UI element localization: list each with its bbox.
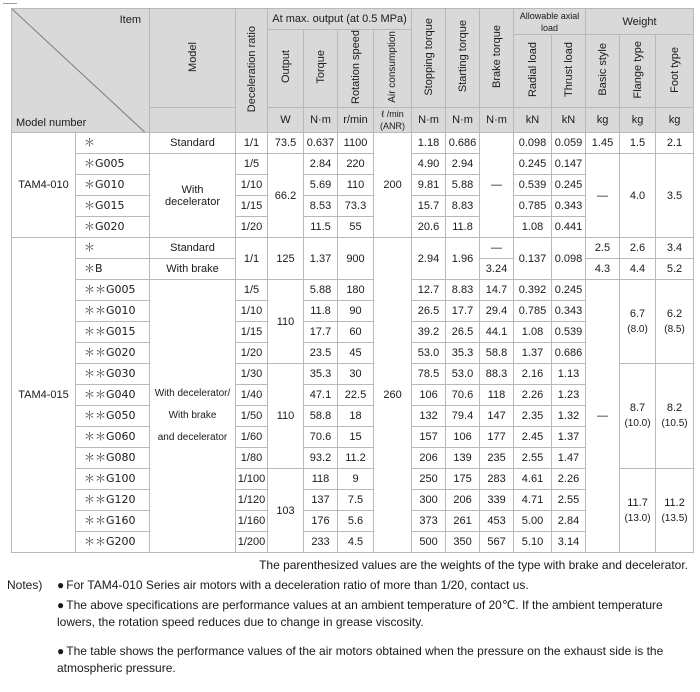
rotation-speed-cell: 11.2 [338, 448, 374, 469]
stopping-torque-cell: 206 [412, 448, 446, 469]
radial-load-cell: 2.35 [514, 406, 552, 427]
stopping-torque-cell: 78.5 [412, 364, 446, 385]
header-weight: Weight [586, 9, 694, 35]
starting-torque-cell: 350 [446, 532, 480, 553]
rotation-speed-cell: 4.5 [338, 532, 374, 553]
starting-torque-cell: 79.4 [446, 406, 480, 427]
starting-torque-cell: 35.3 [446, 343, 480, 364]
header-radial-load: Radial load [514, 35, 552, 108]
output-cell: 66.2 [268, 154, 304, 238]
air-consumption-cell: 260 [374, 238, 412, 553]
rotation-speed-cell: 73.3 [338, 196, 374, 217]
basic-style-cell: — [586, 154, 620, 238]
spec-table [11, 8, 694, 553]
thrust-load-cell: 0.343 [552, 301, 586, 322]
torque-cell: 47.1 [304, 385, 338, 406]
model-number: ＊＊G020 [76, 343, 150, 364]
header-brake-torque: Brake torque [480, 9, 514, 108]
header-thrust-load: Thrust load [552, 35, 586, 108]
deceleration-ratio-cell: 1/40 [236, 385, 268, 406]
stopping-torque-cell: 39.2 [412, 322, 446, 343]
foot-type-cell: 3.5 [656, 154, 694, 238]
unit-rotation-speed: r/min [338, 108, 374, 133]
model-cell: With decelerator [150, 154, 236, 238]
radial-load-cell: 1.08 [514, 322, 552, 343]
torque-cell: 11.5 [304, 217, 338, 238]
basic-style-cell: — [586, 280, 620, 553]
starting-torque-cell: 8.83 [446, 196, 480, 217]
torque-cell: 1.37 [304, 238, 338, 280]
flange-type-cell: 8.7 (10.0) [620, 364, 656, 469]
flange-type-cell: 2.6 [620, 238, 656, 259]
rotation-speed-cell: 5.6 [338, 511, 374, 532]
deceleration-ratio-cell: 1/5 [236, 280, 268, 301]
brake-torque-cell: 29.4 [480, 301, 514, 322]
output-cell: 110 [268, 364, 304, 469]
thrust-load-cell: 2.84 [552, 511, 586, 532]
torque-cell: 137 [304, 490, 338, 511]
thrust-load-cell: 0.245 [552, 175, 586, 196]
thrust-load-cell: 2.26 [552, 469, 586, 490]
model-number: ＊ [76, 238, 150, 259]
foot-type-cell: 2.1 [656, 133, 694, 154]
bullet-icon: ● [57, 578, 65, 592]
model-number: ＊G010 [76, 175, 150, 196]
starting-torque-cell: 11.8 [446, 217, 480, 238]
brake-torque-cell: 235 [480, 448, 514, 469]
model-number: ＊＊G200 [76, 532, 150, 553]
header-rotation-speed: Rotation speed [338, 30, 374, 108]
torque-cell: 70.6 [304, 427, 338, 448]
rotation-speed-cell: 1100 [338, 133, 374, 154]
thrust-load-cell: 1.23 [552, 385, 586, 406]
flange-type-cell: 4.4 [620, 259, 656, 280]
starting-torque-cell: 139 [446, 448, 480, 469]
radial-load-cell: 0.539 [514, 175, 552, 196]
radial-load-cell: 0.137 [514, 238, 552, 280]
rotation-speed-cell: 30 [338, 364, 374, 385]
starting-torque-cell: 70.6 [446, 385, 480, 406]
torque-cell: 11.8 [304, 301, 338, 322]
model-number: ＊＊G060 [76, 427, 150, 448]
note-text: The table shows the performance values of the air motors obtained when the pressure on the exhaust side is the atmospheric pressure. [57, 644, 664, 675]
brake-torque-cell: 283 [480, 469, 514, 490]
stopping-torque-cell: 2.94 [412, 238, 446, 280]
radial-load-cell: 0.098 [514, 133, 552, 154]
torque-cell: 2.84 [304, 154, 338, 175]
header-flange-type: Flange type [620, 35, 656, 108]
thrust-load-cell: 0.059 [552, 133, 586, 154]
radial-load-cell: 2.26 [514, 385, 552, 406]
thrust-load-cell: 1.37 [552, 427, 586, 448]
table-row [12, 133, 694, 154]
note-item [57, 597, 685, 631]
series-tam4-015: TAM4-015 [12, 238, 76, 553]
starting-torque-cell: 53.0 [446, 364, 480, 385]
unit-torque: N·m [304, 108, 338, 133]
stopping-torque-cell: 1.18 [412, 133, 446, 154]
air-consumption-cell: 200 [374, 133, 412, 238]
thrust-load-cell: 2.55 [552, 490, 586, 511]
rotation-speed-cell: 9 [338, 469, 374, 490]
flange-type-cell: 6.7 (8.0) [620, 280, 656, 364]
foot-type-cell: 6.2 (8.5) [656, 280, 694, 364]
radial-load-cell: 1.37 [514, 343, 552, 364]
brake-torque-cell: 339 [480, 490, 514, 511]
basic-style-cell: 4.3 [586, 259, 620, 280]
deceleration-ratio-cell: 1/10 [236, 175, 268, 196]
thrust-load-cell: 1.13 [552, 364, 586, 385]
stopping-torque-cell: 132 [412, 406, 446, 427]
basic-style-cell: 2.5 [586, 238, 620, 259]
rotation-speed-cell: 60 [338, 322, 374, 343]
output-cell: 110 [268, 280, 304, 364]
model-number: ＊＊G160 [76, 511, 150, 532]
stopping-torque-cell: 4.90 [412, 154, 446, 175]
radial-load-cell: 4.71 [514, 490, 552, 511]
deceleration-ratio-cell: 1/15 [236, 322, 268, 343]
radial-load-cell: 0.392 [514, 280, 552, 301]
deceleration-ratio-cell: 1/100 [236, 469, 268, 490]
rotation-speed-cell: 18 [338, 406, 374, 427]
diagonal-line [12, 9, 150, 133]
model-number: ＊＊G120 [76, 490, 150, 511]
flange-type-cell: 4.0 [620, 154, 656, 238]
brake-torque-cell: 44.1 [480, 322, 514, 343]
torque-cell: 93.2 [304, 448, 338, 469]
stopping-torque-cell: 20.6 [412, 217, 446, 238]
rotation-speed-cell: 900 [338, 238, 374, 280]
stopping-torque-cell: 53.0 [412, 343, 446, 364]
stopping-torque-cell: 373 [412, 511, 446, 532]
model-number: ＊＊G005 [76, 280, 150, 301]
starting-torque-cell: 175 [446, 469, 480, 490]
header-torque: Torque [304, 30, 338, 108]
torque-cell: 5.69 [304, 175, 338, 196]
model-number: ＊G015 [76, 196, 150, 217]
torque-cell: 0.637 [304, 133, 338, 154]
radial-load-cell: 5.10 [514, 532, 552, 553]
brake-torque-cell: 3.24 [480, 259, 514, 280]
rotation-speed-cell: 15 [338, 427, 374, 448]
model-number: ＊＊G010 [76, 301, 150, 322]
series-tam4-010: TAM4-010 [12, 133, 76, 238]
note-item [57, 643, 685, 677]
header-deceleration-ratio: Deceleration ratio [236, 9, 268, 133]
thrust-load-cell: 0.245 [552, 280, 586, 301]
note-text: For TAM4-010 Series air motors with a deceleration ratio of more than 1/20, contact us. [66, 578, 529, 592]
unit-foot-type: kg [656, 108, 694, 133]
stopping-torque-cell: 500 [412, 532, 446, 553]
deceleration-ratio-cell: 1/60 [236, 427, 268, 448]
thrust-load-cell: 1.32 [552, 406, 586, 427]
torque-cell: 176 [304, 511, 338, 532]
stopping-torque-cell: 300 [412, 490, 446, 511]
unit-output: W [268, 108, 304, 133]
diagonal-header-cell [12, 9, 150, 133]
spec-table-wrapper [11, 8, 694, 553]
header-starting-torque: Starting torque [446, 9, 480, 108]
stopping-torque-cell: 15.7 [412, 196, 446, 217]
rotation-speed-cell: 180 [338, 280, 374, 301]
radial-load-cell: 2.55 [514, 448, 552, 469]
thrust-load-cell: 0.686 [552, 343, 586, 364]
header-air-consumption: Air consumption [374, 30, 412, 108]
radial-load-cell: 1.08 [514, 217, 552, 238]
radial-load-cell: 0.785 [514, 196, 552, 217]
torque-cell: 58.8 [304, 406, 338, 427]
starting-torque-cell: 8.83 [446, 280, 480, 301]
unit-brake-torque: N·m [480, 108, 514, 133]
torque-cell: 5.88 [304, 280, 338, 301]
thrust-load-cell: 0.098 [552, 238, 586, 280]
unit-thrust-load: kN [552, 108, 586, 133]
starting-torque-cell: 106 [446, 427, 480, 448]
header-model-number: Model number [16, 117, 87, 129]
radial-load-cell: 0.245 [514, 154, 552, 175]
model-number: ＊＊G050 [76, 406, 150, 427]
rotation-speed-cell: 110 [338, 175, 374, 196]
rotation-speed-cell: 45 [338, 343, 374, 364]
stopping-torque-cell: 12.7 [412, 280, 446, 301]
unit-basic-style: kg [586, 108, 620, 133]
stopping-torque-cell: 157 [412, 427, 446, 448]
starting-torque-cell: 2.94 [446, 154, 480, 175]
brake-torque-cell: 14.7 [480, 280, 514, 301]
output-cell: 103 [268, 469, 304, 553]
torque-cell: 23.5 [304, 343, 338, 364]
brake-torque-cell: 118 [480, 385, 514, 406]
stopping-torque-cell: 250 [412, 469, 446, 490]
model-number: ＊＊G015 [76, 322, 150, 343]
brake-torque-cell: 88.3 [480, 364, 514, 385]
thrust-load-cell: 1.47 [552, 448, 586, 469]
model-number: ＊＊G080 [76, 448, 150, 469]
radial-load-cell: 2.16 [514, 364, 552, 385]
header-at-max-output: At max. output (at 0.5 MPa) [268, 9, 412, 30]
brake-torque-cell: 147 [480, 406, 514, 427]
bullet-icon: ● [57, 644, 65, 658]
starting-torque-cell: 261 [446, 511, 480, 532]
stopping-torque-cell: 9.81 [412, 175, 446, 196]
starting-torque-cell: 26.5 [446, 322, 480, 343]
model-number: ＊＊G030 [76, 364, 150, 385]
rotation-speed-cell: 7.5 [338, 490, 374, 511]
basic-style-cell: 1.45 [586, 133, 620, 154]
deceleration-ratio-cell: 1/1 [236, 133, 268, 154]
stopping-torque-cell: 26.5 [412, 301, 446, 322]
header-basic-style: Basic style [586, 35, 620, 108]
stopping-torque-cell: 106 [412, 385, 446, 406]
starting-torque-cell: 17.7 [446, 301, 480, 322]
header-allowable-axial-load: Allowable axial load [514, 9, 586, 35]
deceleration-ratio-cell: 1/20 [236, 343, 268, 364]
brake-torque-cell: 177 [480, 427, 514, 448]
model-number: ＊G020 [76, 217, 150, 238]
model-number: ＊＊G100 [76, 469, 150, 490]
header-output: Output [268, 30, 304, 108]
deceleration-ratio-cell: 1/10 [236, 301, 268, 322]
rotation-speed-cell: 55 [338, 217, 374, 238]
torque-cell: 118 [304, 469, 338, 490]
unit-starting-torque: N·m [446, 108, 480, 133]
torque-cell: 35.3 [304, 364, 338, 385]
foot-type-cell: 11.2 (13.5) [656, 469, 694, 553]
unit-radial-load: kN [514, 108, 552, 133]
unit-flange-type: kg [620, 108, 656, 133]
model-number: ＊B [76, 259, 150, 280]
deceleration-ratio-cell: 1/120 [236, 490, 268, 511]
starting-torque-cell: 0.686 [446, 133, 480, 154]
brake-torque-cell: — [480, 133, 514, 238]
starting-torque-cell: 5.88 [446, 175, 480, 196]
thrust-load-cell: 3.14 [552, 532, 586, 553]
parenthesized-note: The parenthesized values are the weights of the type with brake and decelerator. [259, 558, 688, 572]
flange-type-cell: 11.7 (13.0) [620, 469, 656, 553]
deceleration-ratio-cell: 1/1 [236, 238, 268, 280]
table-row [12, 238, 694, 259]
torque-cell: 233 [304, 532, 338, 553]
header-row-1 [12, 9, 694, 30]
header-foot-type: Foot type [656, 35, 694, 108]
deceleration-ratio-cell: 1/15 [236, 196, 268, 217]
foot-type-cell: 5.2 [656, 259, 694, 280]
notes-label: Notes) [7, 578, 43, 592]
model-cell: With decelerator/ With brake and decelerator [150, 280, 236, 553]
model-cell: With brake [150, 259, 236, 280]
thrust-load-cell: 0.147 [552, 154, 586, 175]
brake-torque-cell: 58.8 [480, 343, 514, 364]
radial-load-cell: 5.00 [514, 511, 552, 532]
unit-model-blank [150, 108, 236, 133]
model-cell: Standard [150, 238, 236, 259]
note-text: The above specifications are performance values at an ambient temperature of 20℃. If the ambient temperature lowers, the rotation speed reduces due to change in grease viscosity. [57, 598, 663, 629]
thrust-load-cell: 0.441 [552, 217, 586, 238]
table-row [12, 280, 694, 301]
header-item: Item [119, 14, 141, 26]
rotation-speed-cell: 90 [338, 301, 374, 322]
model-number: ＊ [76, 133, 150, 154]
brake-torque-cell: 567 [480, 532, 514, 553]
deceleration-ratio-cell: 1/200 [236, 532, 268, 553]
deceleration-ratio-cell: 1/50 [236, 406, 268, 427]
torque-cell: 8.53 [304, 196, 338, 217]
radial-load-cell: 4.61 [514, 469, 552, 490]
starting-torque-cell: 206 [446, 490, 480, 511]
output-cell: 125 [268, 238, 304, 280]
thrust-load-cell: 0.539 [552, 322, 586, 343]
deceleration-ratio-cell: 1/80 [236, 448, 268, 469]
radial-load-cell: 0.785 [514, 301, 552, 322]
rotation-speed-cell: 220 [338, 154, 374, 175]
brake-torque-cell: — [480, 238, 514, 259]
note-item [57, 577, 685, 594]
bullet-icon: ● [57, 598, 65, 612]
unit-air-consumption: ℓ /min (ANR) [374, 108, 412, 133]
torque-cell: 17.7 [304, 322, 338, 343]
model-cell: Standard [150, 133, 236, 154]
thrust-load-cell: 0.343 [552, 196, 586, 217]
foot-type-cell: 3.4 [656, 238, 694, 259]
radial-load-cell: 2.45 [514, 427, 552, 448]
brake-torque-cell: 453 [480, 511, 514, 532]
deceleration-ratio-cell: 1/5 [236, 154, 268, 175]
output-cell: 73.5 [268, 133, 304, 154]
deceleration-ratio-cell: 1/30 [236, 364, 268, 385]
deceleration-ratio-cell: 1/160 [236, 511, 268, 532]
header-stopping-torque: Stopping torque [412, 9, 446, 108]
rotation-speed-cell: 22.5 [338, 385, 374, 406]
unit-stopping-torque: N·m [412, 108, 446, 133]
top-rule [3, 3, 17, 4]
deceleration-ratio-cell: 1/20 [236, 217, 268, 238]
starting-torque-cell: 1.96 [446, 238, 480, 280]
flange-type-cell: 1.5 [620, 133, 656, 154]
model-number: ＊＊G040 [76, 385, 150, 406]
model-number: ＊G005 [76, 154, 150, 175]
header-model: Model [150, 9, 236, 108]
table-row [12, 154, 694, 175]
foot-type-cell: 8.2 (10.5) [656, 364, 694, 469]
